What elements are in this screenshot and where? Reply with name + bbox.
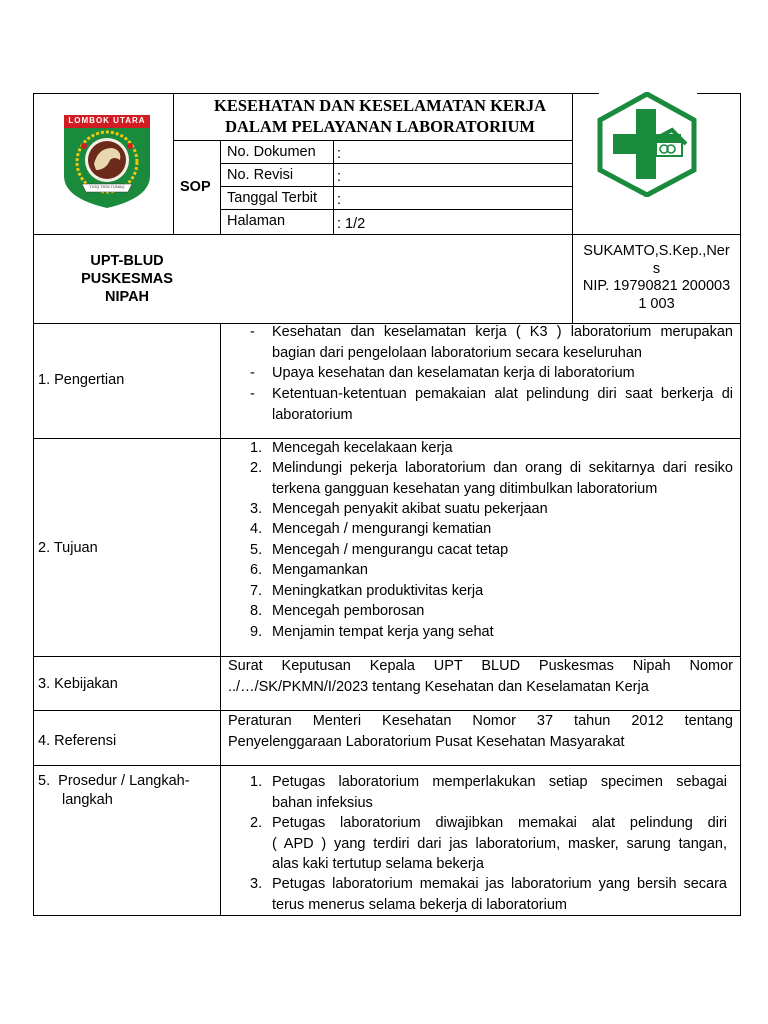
section-label-tujuan: 2. Tujuan <box>38 540 98 556</box>
title-line-1: KESEHATAN DAN KESELAMATAN KERJA <box>213 96 547 115</box>
prosedur-item-2-line-3: alas kaki tertutup selama bekerja <box>272 856 484 872</box>
pengertian-item-3 <box>272 384 733 425</box>
section-label-referensi: 4. Referensi <box>38 733 117 749</box>
prosedur-item-2-line-2: ( APD ) yang terdiri dari jas laboratorium, masker, sarung tangan, <box>272 835 727 852</box>
tujuan-marker-7: 7. <box>250 583 263 599</box>
signatory-name-2: s <box>652 260 661 277</box>
meta-value-tanggal-terbit: : <box>337 192 342 208</box>
section-label-prosedur <box>38 772 190 810</box>
sop-label: SOP <box>180 179 211 195</box>
emblem-motto: TIOQ TATA TUNAQ <box>89 184 125 189</box>
pengertian-marker-2: - <box>250 365 255 381</box>
tujuan-item-1: Mencegah kecelakaan kerja <box>272 440 453 456</box>
signatory <box>573 243 740 313</box>
prosedur-marker-1: 1. <box>250 774 263 790</box>
kebijakan-line-1: Surat Keputusan Kepala UPT BLUD Puskesmas Nipah Nomor <box>228 658 733 674</box>
tujuan-marker-3: 3. <box>250 501 263 517</box>
meta-label-no-revisi: No. Revisi <box>227 167 294 183</box>
region-emblem <box>62 114 152 210</box>
tujuan-marker-6: 6. <box>250 562 263 578</box>
tujuan-item-5: Mencegah / mengurangu cacat tetap <box>272 542 509 558</box>
prosedur-item-1-line-2: bahan infeksius <box>272 794 373 811</box>
tujuan-item-6: Mengamankan <box>272 562 368 578</box>
org-line-3: NIPAH <box>104 289 150 305</box>
tujuan-item-7: Meningkatkan produktivitas kerja <box>272 583 484 599</box>
org-line-1: UPT-BLUD <box>90 253 164 269</box>
tujuan-marker-1: 1. <box>250 440 263 456</box>
signatory-name-1: SUKAMTO,S.Kep.,Ner <box>583 243 730 259</box>
meta-label-tanggal-terbit: Tanggal Terbit <box>227 190 318 206</box>
tujuan-item-2-line-1: Melindungi pekerja laboratorium dan orang di sekitarnya dari resiko <box>272 460 733 476</box>
page-title <box>180 95 580 137</box>
prosedur-item-3-line-2: terus menerus selama bekerja di laboratorium <box>272 896 567 913</box>
tujuan-item-2 <box>272 458 733 499</box>
meta-value-no-dokumen: : <box>337 146 342 162</box>
tujuan-item-3: Mencegah penyakit akibat suatu pekerjaan <box>272 501 548 517</box>
meta-label-halaman: Halaman <box>227 213 286 229</box>
prosedur-item-3-line-1: Petugas laboratorium memakai jas laboratorium yang bersih secara <box>272 876 727 892</box>
section-label-pengertian: 1. Pengertian <box>38 372 125 388</box>
puskesmas-logo <box>596 92 698 197</box>
prosedur-item-1 <box>272 772 727 813</box>
tujuan-item-9: Menjamin tempat kerja yang sehat <box>272 624 494 640</box>
tujuan-marker-8: 8. <box>250 603 263 619</box>
tujuan-marker-9: 9. <box>250 624 263 640</box>
section-label-kebijakan: 3. Kebijakan <box>38 676 118 692</box>
tujuan-marker-5: 5. <box>250 542 263 558</box>
org-line-2: PUSKESMAS <box>81 271 173 287</box>
pengertian-marker-3: - <box>250 386 255 402</box>
prosedur-marker-2: 2. <box>250 815 263 831</box>
pengertian-marker-1: - <box>250 324 255 340</box>
tujuan-marker-4: 4. <box>250 521 263 537</box>
region-label: LOMBOK UTARA <box>68 116 146 125</box>
meta-value-no-revisi: : <box>337 169 342 185</box>
referensi-line-2: Penyelenggaraan Laboratorium Pusat Kesehatan Masyarakat <box>228 733 625 750</box>
signatory-nip-1: NIP. 19790821 200003 <box>582 278 731 294</box>
pengertian-item-3-line-2: laboratorium <box>272 406 353 423</box>
prosedur-item-1-line-1: Petugas laboratorium memperlakukan setiap specimen sebagai <box>272 774 727 790</box>
tujuan-item-8: Mencegah pemborosan <box>272 603 425 619</box>
org-name <box>34 252 220 306</box>
pengertian-item-1 <box>272 322 733 363</box>
prosedur-item-3 <box>272 874 727 915</box>
referensi-line-1: Peraturan Menteri Kesehatan Nomor 37 tahun 2012 tentang <box>228 713 733 729</box>
kebijakan-text <box>228 656 733 697</box>
pengertian-item-1-line-2: bagian dari pengelolaan laboratorium secara keseluruhan <box>272 344 642 361</box>
prosedur-label-line-1: 5. Prosedur / Langkah- <box>38 773 190 789</box>
pengertian-item-1-line-1: Kesehatan dan keselamatan kerja ( K3 ) laboratorium merupakan <box>272 324 733 340</box>
tujuan-item-4: Mencegah / mengurangi kematian <box>272 521 492 537</box>
pengertian-item-3-line-1: Ketentuan-ketentuan pemakaian alat pelindung diri saat berkerja di <box>272 386 733 402</box>
referensi-text <box>228 711 733 752</box>
prosedur-label-line-2: langkah <box>62 792 113 808</box>
pengertian-item-2: Upaya kesehatan dan keselamatan kerja di laboratorium <box>272 365 635 381</box>
prosedur-item-2-line-1: Petugas laboratorium diwajibkan memakai alat pelindung diri <box>272 815 727 831</box>
tujuan-item-2-line-2: terkena gangguan kesehatan yang ditimbulkan laboratorium <box>272 480 658 497</box>
prosedur-marker-3: 3. <box>250 876 263 892</box>
title-line-2: DALAM PELAYANAN LABORATORIUM <box>225 117 535 136</box>
meta-value-halaman: : 1/2 <box>337 216 366 232</box>
signatory-nip-2: 1 003 <box>638 295 675 312</box>
kebijakan-line-2: ../…/SK/PKMN/I/2023 tentang Kesehatan dan Keselamatan Kerja <box>228 678 649 695</box>
meta-label-no-dokumen: No. Dokumen <box>227 144 316 160</box>
tujuan-marker-2: 2. <box>250 460 263 476</box>
prosedur-item-2 <box>272 813 727 875</box>
